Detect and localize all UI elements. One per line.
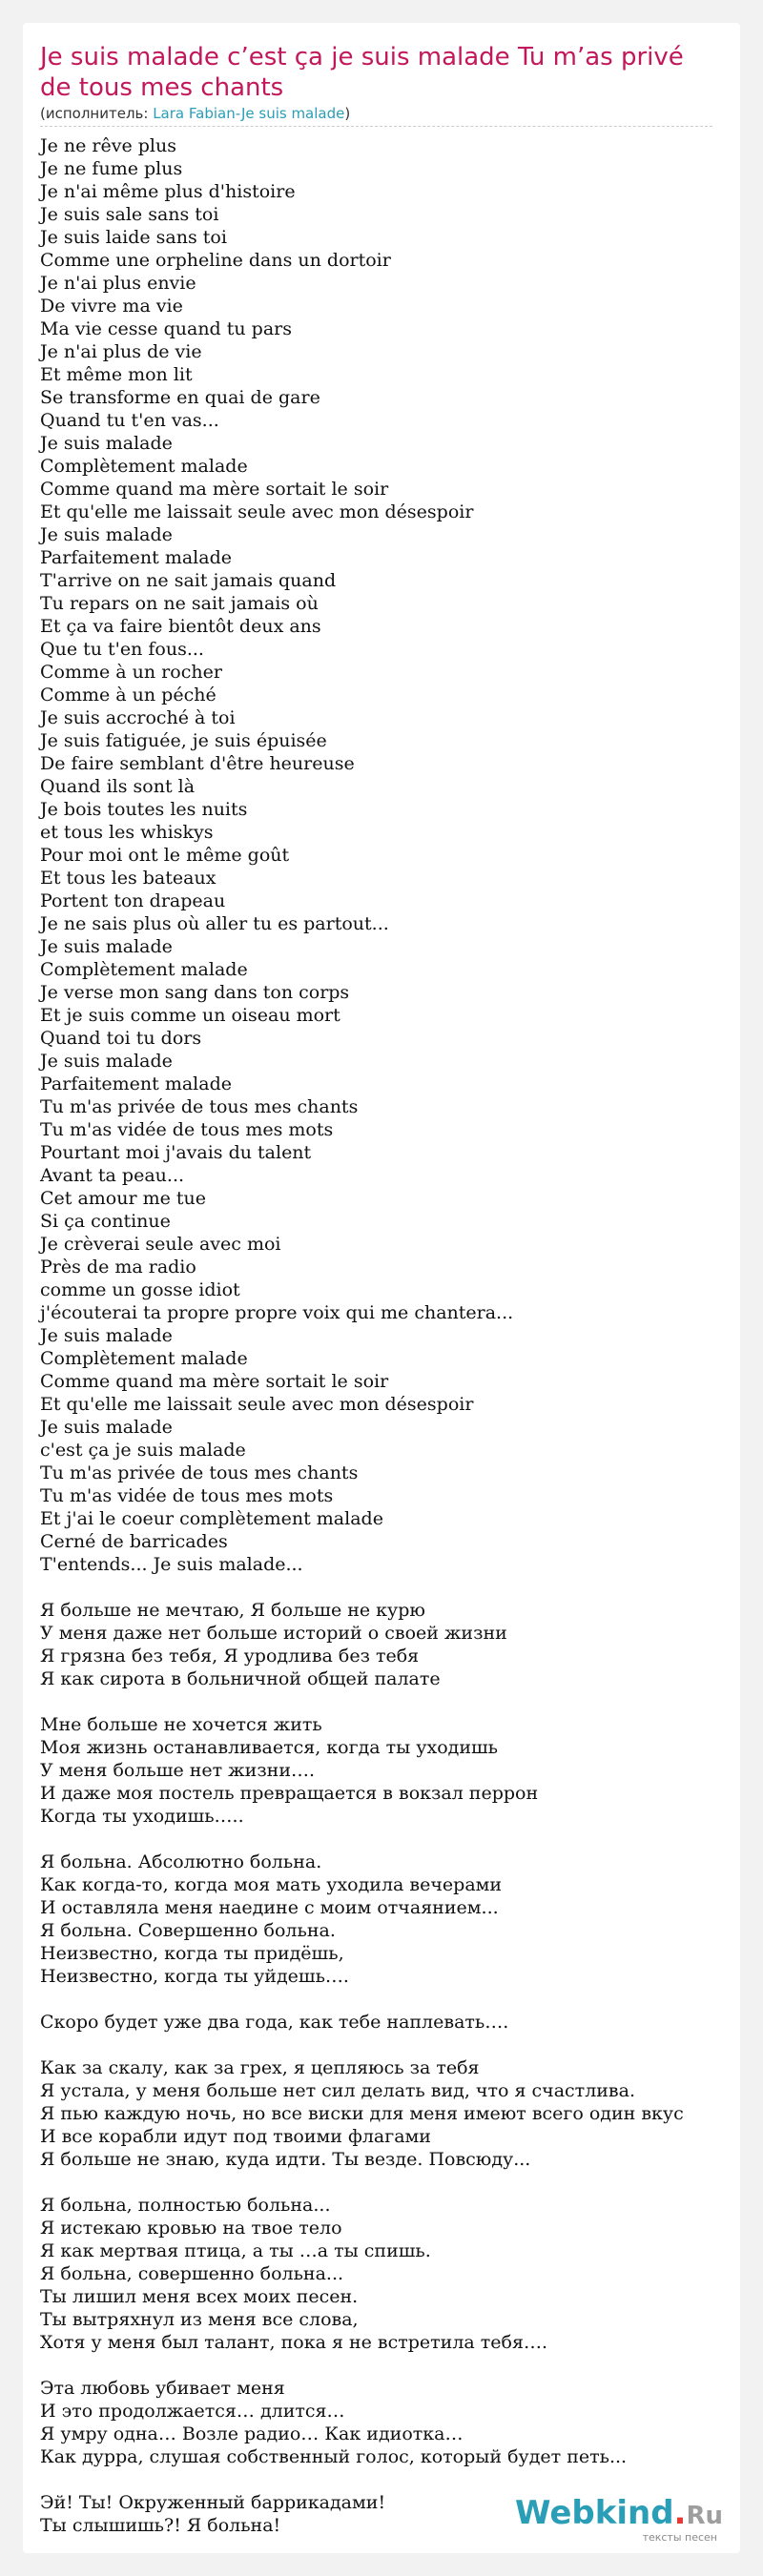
performer-suffix: )	[344, 105, 351, 122]
lyric-line: Je ne rêve plus	[40, 135, 176, 156]
lyric-line: Хотя у меня был талант, пока я не встретила тебя….	[40, 2332, 547, 2353]
logo-name: Webkind	[515, 2494, 674, 2532]
lyric-line: Je suis fatiguée, je suis épuisée	[40, 730, 327, 751]
lyric-line: Je suis malade	[40, 1051, 173, 1072]
lyric-line: Я больна. Абсолютно больна.	[40, 1851, 322, 1872]
stanza-gap	[40, 2354, 723, 2377]
lyric-line: Ты лишил меня всех моих песен.	[40, 2286, 359, 2307]
lyric-line: T'arrive on ne sait jamais quand	[40, 570, 337, 591]
lyric-line: И даже моя постель превращается в вокзал перрон	[40, 1783, 539, 1804]
lyric-line: Я устала, у меня больше нет сил делать вид, что я счастлива.	[40, 2080, 635, 2101]
lyric-line: Comme une orpheline dans un dortoir	[40, 250, 391, 271]
lyric-line: Эта любовь убивает меня	[40, 2378, 285, 2399]
lyric-line: Я пью каждую ночь, но все виски для меня имеют всего один вкус	[40, 2103, 684, 2124]
stanza-gap	[40, 1690, 723, 1713]
lyric-line: Pour moi ont le même goût	[40, 845, 290, 866]
lyric-line: Je suis sale sans toi	[40, 204, 219, 225]
lyrics-card	[23, 23, 740, 2553]
lyric-line: Я больна. Совершенно больна.	[40, 1920, 336, 1941]
performer-link[interactable]: Lara Fabian-Je suis malade	[153, 105, 345, 122]
lyric-line: Quand ils sont là	[40, 776, 196, 797]
lyric-line: Скоро будет уже два года, как тебе наплевать….	[40, 2012, 509, 2033]
lyric-line: Complètement malade	[40, 456, 248, 477]
logo-dot: .	[673, 2494, 687, 2532]
lyric-line: Cerné de barricades	[40, 1531, 228, 1552]
stanza-gap	[40, 1576, 723, 1599]
lyric-line: Je crèverai seule avec moi	[40, 1234, 281, 1255]
lyric-line: Et qu'elle me laissait seule avec mon désespoir	[40, 1394, 474, 1415]
lyric-line: Et même mon lit	[40, 364, 193, 385]
lyric-line: Si ça continue	[40, 1211, 171, 1232]
lyric-line: Я больше не мечтаю, Я больше не курю	[40, 1600, 425, 1621]
lyric-line: Ma vie cesse quand tu pars	[40, 318, 292, 339]
lyric-line: j'écouterai ta propre propre voix qui me chantera...	[40, 1302, 514, 1323]
lyric-line: Как когда-то, когда моя мать уходила вечерами	[40, 1874, 503, 1895]
lyric-line: Je suis malade	[40, 1417, 173, 1438]
lyric-line: Je suis laide sans toi	[40, 227, 227, 248]
lyric-line: Я как мертвая птица, а ты …а ты спишь.	[40, 2240, 431, 2261]
stanza-gap	[40, 2468, 723, 2491]
lyric-line: Quand tu t'en vas...	[40, 410, 219, 431]
lyric-line: Tu repars on ne sait jamais où	[40, 593, 319, 614]
lyric-line: Je n'ai même plus d'histoire	[40, 181, 296, 202]
lyric-line: Tu m'as privée de tous mes chants	[40, 1462, 359, 1483]
stanza-gap	[40, 2034, 723, 2056]
stanza-gap	[40, 2171, 723, 2194]
stanza-gap	[40, 1988, 723, 2011]
lyric-line: Je bois toutes les nuits	[40, 799, 248, 820]
lyric-line: Я грязна без тебя, Я уродлива без тебя	[40, 1646, 420, 1666]
lyric-line: И все корабли идут под твоими флагами	[40, 2126, 431, 2147]
lyric-line: et tous les whiskys	[40, 822, 214, 843]
logo-wordmark	[515, 2496, 723, 2533]
lyric-line: Et je suis comme un oiseau mort	[40, 1005, 340, 1026]
lyric-line: Я как сирота в больничной общей палате	[40, 1668, 441, 1689]
webkind-logo[interactable]	[515, 2496, 723, 2544]
lyric-line: Et qu'elle me laissait seule avec mon désespoir	[40, 501, 474, 522]
lyric-line: Je ne fume plus	[40, 158, 183, 179]
lyric-line: Je suis accroché à toi	[40, 707, 236, 728]
lyric-line: De vivre ma vie	[40, 296, 183, 317]
logo-tld: Ru	[686, 2502, 723, 2530]
lyric-line: Эй! Ты! Окруженный баррикадами!	[40, 2492, 386, 2513]
lyric-line: Comme quand ma mère sortait le soir	[40, 479, 389, 500]
stanza-gap	[40, 1828, 723, 1850]
lyric-line: Мне больше не хочется жить	[40, 1714, 322, 1735]
lyric-line: Je ne sais plus où aller tu es partout...	[40, 913, 389, 934]
lyric-line: Cet amour me tue	[40, 1188, 207, 1209]
lyric-line: Portent ton drapeau	[40, 890, 226, 911]
performer-prefix: (исполнитель:	[40, 105, 154, 122]
lyric-line: Моя жизнь останавливается, когда ты уходишь	[40, 1737, 499, 1758]
lyric-line: Que tu t'en fous...	[40, 639, 204, 660]
lyric-line: Ты вытряхнул из меня все слова,	[40, 2309, 359, 2330]
lyric-line: Comme quand ma mère sortait le soir	[40, 1371, 389, 1392]
lyric-line: Complètement malade	[40, 1348, 248, 1369]
lyric-line: Et j'ai le coeur complètement malade	[40, 1508, 383, 1529]
lyric-line: Et tous les bateaux	[40, 868, 217, 889]
lyric-line: comme un gosse idiot	[40, 1279, 240, 1300]
lyric-line: Как дурра, слушая собственный голос, который будет петь...	[40, 2446, 628, 2467]
lyric-line: Я больна, совершенно больна...	[40, 2263, 344, 2284]
lyric-line: Tu m'as privée de tous mes chants	[40, 1096, 359, 1117]
lyric-line: Je suis malade	[40, 524, 173, 545]
lyric-line: De faire semblant d'être heureuse	[40, 753, 355, 774]
lyric-line: Complètement malade	[40, 959, 248, 980]
lyric-line: Comme à un péché	[40, 685, 217, 705]
lyric-line: Ты слышишь?! Я больна!	[40, 2515, 281, 2536]
lyrics-text	[40, 134, 723, 2537]
logo-tagline: тексты песен	[642, 2531, 717, 2544]
lyric-line: Parfaitement malade	[40, 547, 232, 568]
lyric-line: Près de ma radio	[40, 1257, 196, 1278]
lyric-line: Je suis malade	[40, 433, 173, 454]
lyric-line: Se transforme en quai de gare	[40, 387, 320, 408]
performer-line	[40, 105, 712, 127]
lyric-line: Quand toi tu dors	[40, 1028, 202, 1049]
lyric-line: Je n'ai plus de vie	[40, 341, 202, 362]
lyric-line: Неизвестно, когда ты придёшь,	[40, 1943, 344, 1964]
lyric-line: Je verse mon sang dans ton corps	[40, 982, 350, 1003]
lyric-line: И оставляла меня наедине с моим отчаянием...	[40, 1897, 499, 1918]
lyric-line: Comme à un rocher	[40, 662, 222, 683]
lyric-line: Je suis malade	[40, 1325, 173, 1346]
lyric-line: T'entends... Je suis malade...	[40, 1554, 303, 1575]
lyric-line: Avant ta peau...	[40, 1165, 185, 1186]
lyric-line: Et ça va faire bientôt deux ans	[40, 616, 321, 637]
lyric-line: У меня даже нет больше историй о своей жизни	[40, 1623, 507, 1644]
lyric-line: Pourtant moi j'avais du talent	[40, 1142, 312, 1163]
lyric-line: Я больше не знаю, куда идти. Ты везде. Повсюду...	[40, 2149, 531, 2170]
song-title: Je suis malade c’est ça je suis malade Tu m’as privé de tous mes chants	[40, 43, 684, 102]
lyric-line: Tu m'as vidée de tous mes mots	[40, 1485, 334, 1506]
lyric-line: Je n'ai plus envie	[40, 273, 196, 294]
lyric-line: Parfaitement malade	[40, 1073, 232, 1094]
lyric-line: Как за скалу, как за грех, я цепляюсь за тебя	[40, 2057, 480, 2078]
lyric-line: c'est ça je suis malade	[40, 1440, 246, 1461]
lyric-line: Я умру одна… Возле радио… Как идиотка…	[40, 2423, 464, 2444]
lyric-line: У меня больше нет жизни….	[40, 1760, 316, 1781]
lyric-line: Я больна, полностью больна...	[40, 2195, 331, 2216]
lyric-line: Неизвестно, когда ты уйдешь….	[40, 1966, 349, 1987]
lyric-line: Я истекаю кровью на твое тело	[40, 2218, 342, 2239]
lyric-line: Когда ты уходишь…..	[40, 1806, 244, 1827]
lyric-line: Tu m'as vidée de tous mes mots	[40, 1119, 334, 1140]
lyric-line: Je suis malade	[40, 936, 173, 957]
lyric-line: И это продолжается… длится…	[40, 2401, 345, 2422]
